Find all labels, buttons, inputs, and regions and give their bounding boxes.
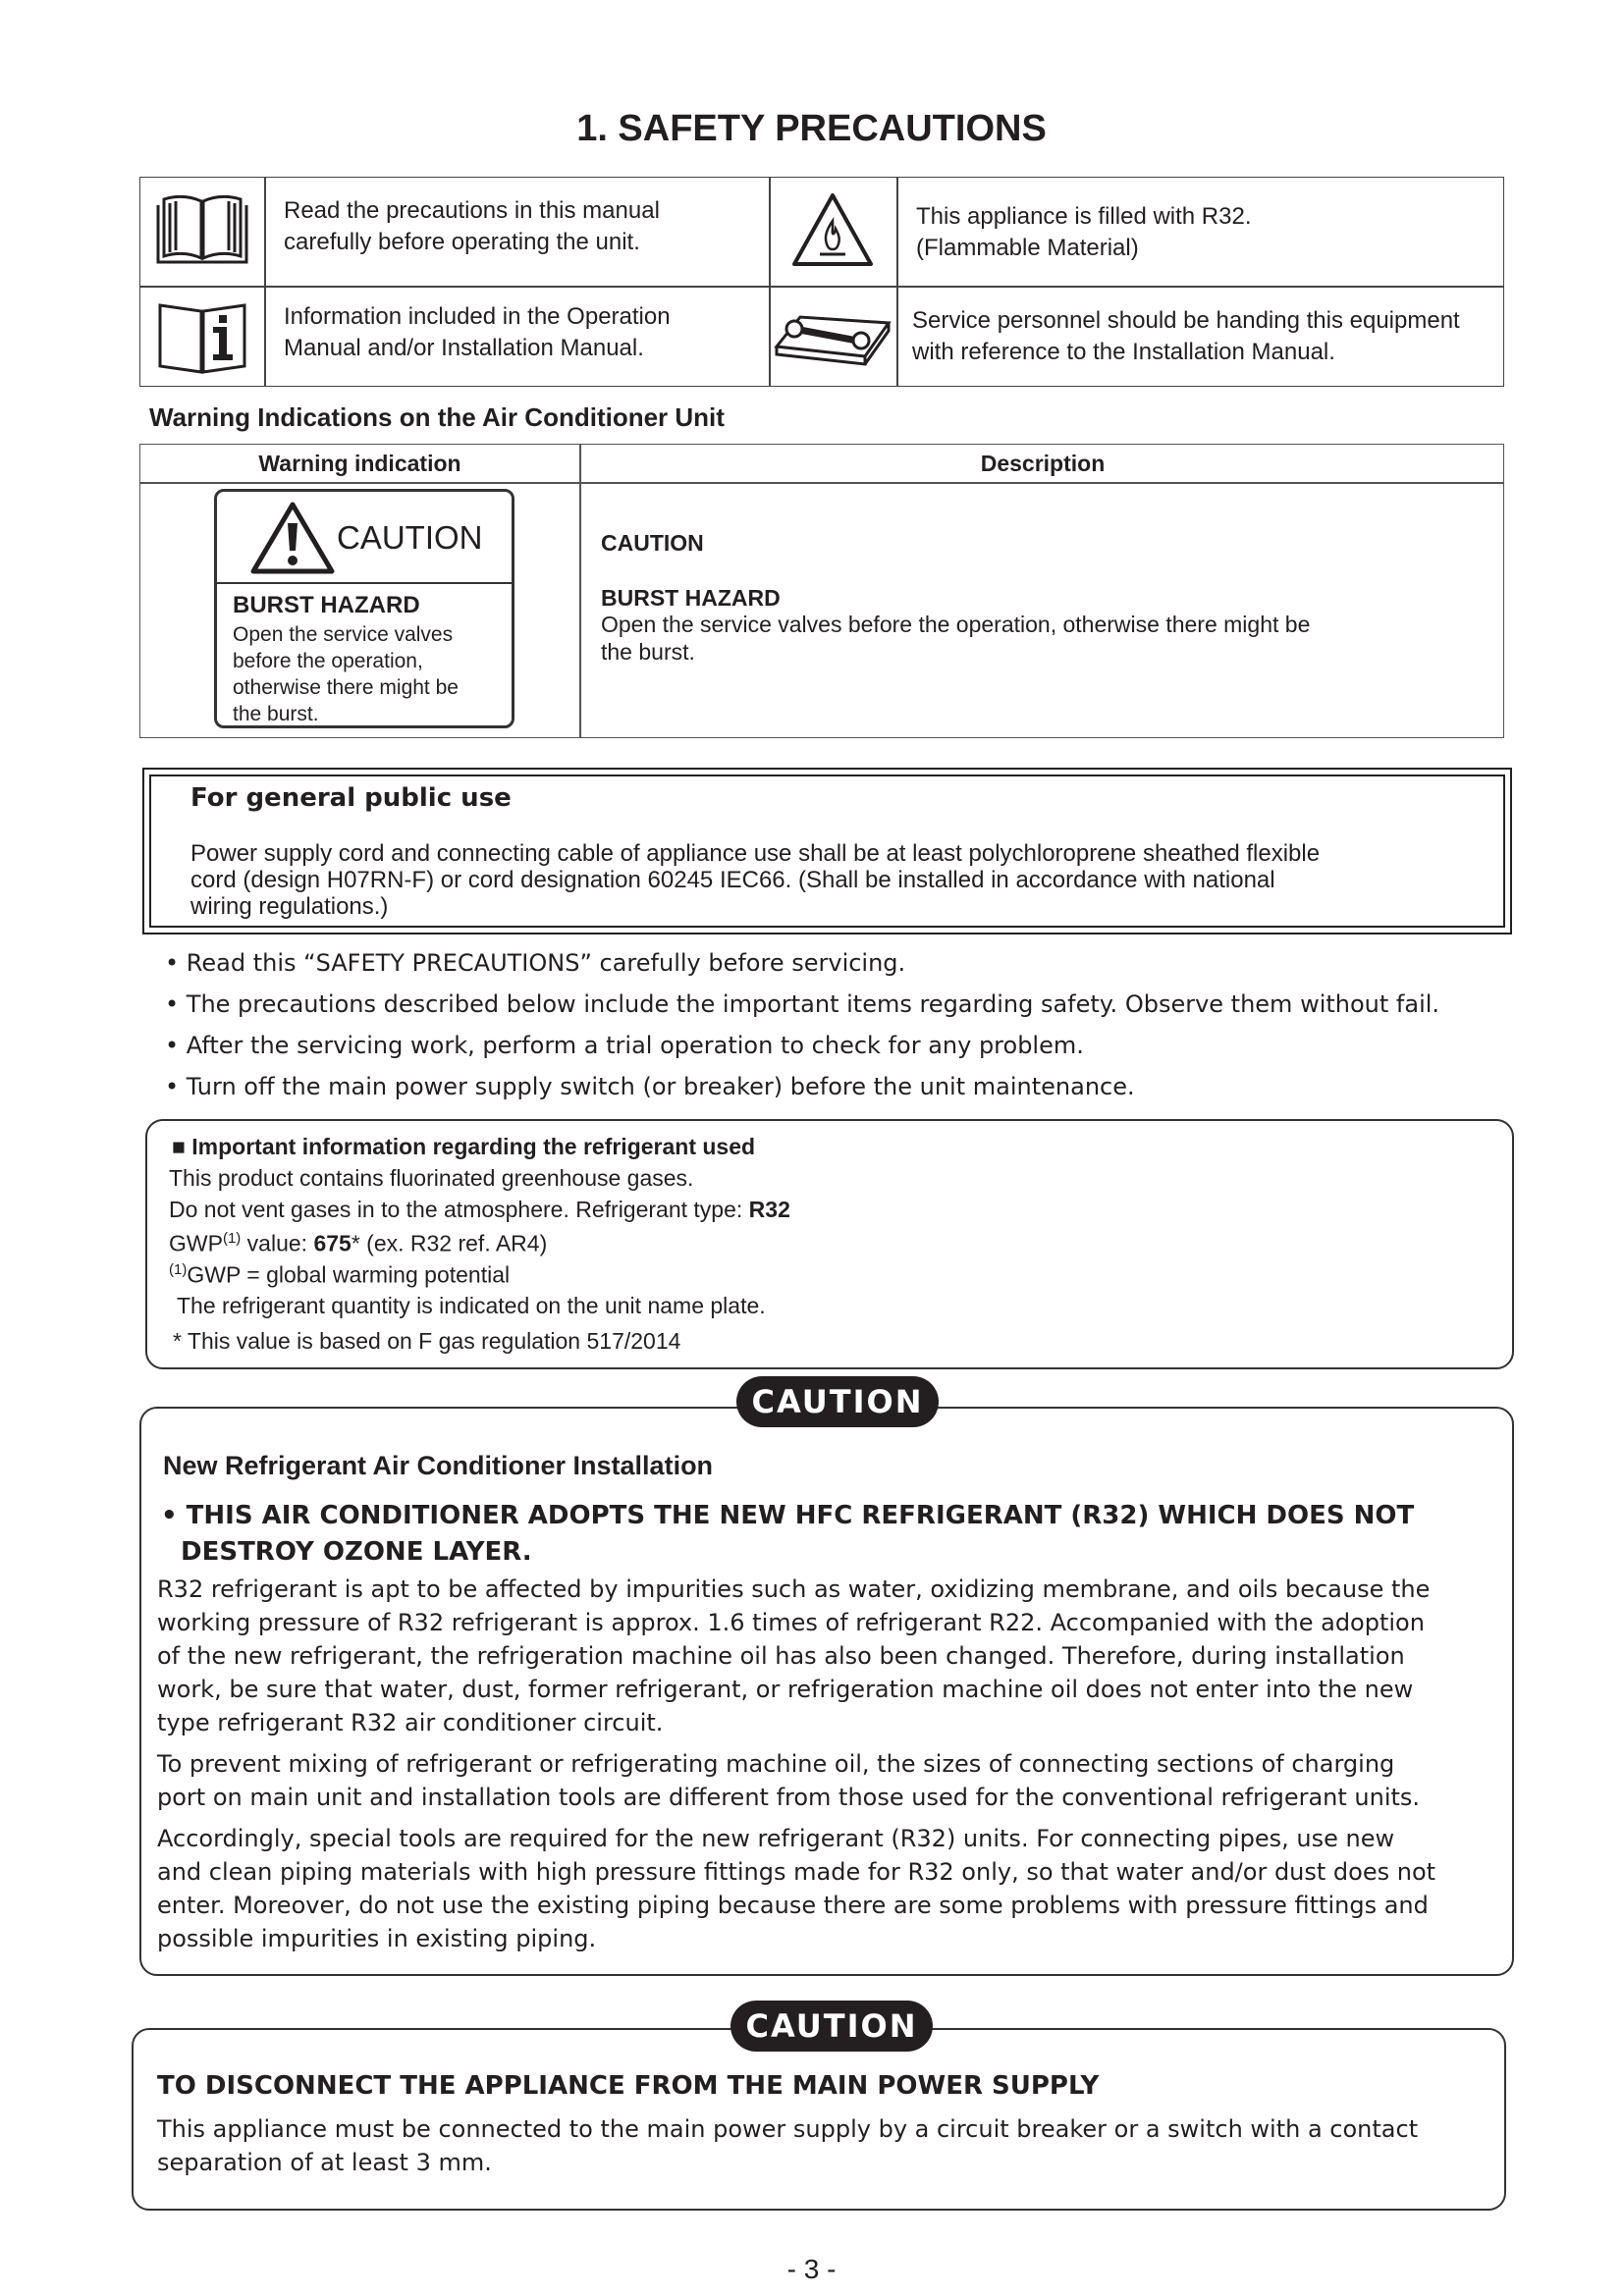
precautions-table — [139, 177, 1504, 387]
refrigerant-quantity-line: The refrigerant quantity is indicated on the unit name plate. — [177, 1293, 766, 1318]
label-line: Open the service valves — [233, 623, 454, 646]
disconnect-heading: TO DISCONNECT THE APPLIANCE FROM THE MAIN POWER SUPPLY — [157, 2071, 1100, 2101]
paragraph-line: port on main unit and installation tools are different from those used for the conventional refrigerant units. — [157, 1784, 1421, 1811]
description-line: Open the service valves before the operation, otherwise there might be — [601, 612, 1311, 637]
precaution-text-line: Read the precautions in this manual — [284, 197, 660, 224]
description-hazard: BURST HAZARD — [601, 585, 781, 611]
description-caution: CAUTION — [601, 530, 704, 556]
caution-label-title: CAUTION — [337, 519, 483, 556]
gwp-superscript: (1) — [222, 1230, 242, 1247]
precaution-text-line: This appliance is filled with R32. — [916, 203, 1252, 230]
footnote-superscript: (1) — [169, 1261, 188, 1278]
service-manual-icon — [771, 301, 894, 374]
manual-book-icon — [150, 191, 254, 272]
information-icon — [150, 297, 254, 378]
statement-line: • THIS AIR CONDITIONER ADOPTS THE NEW HFC REFRIGERANT (R32) WHICH DOES NOT — [161, 1501, 1415, 1530]
paragraph-line: type refrigerant R32 air conditioner circuit. — [157, 1709, 664, 1736]
gwp-note: * (ex. R32 ref. AR4) — [351, 1230, 548, 1256]
general-public-line: cord (design H07RN-F) or cord designation 60245 IEC66. (Shall be installed in accordance with national — [190, 867, 1275, 893]
column-header-description: Description — [980, 451, 1106, 476]
general-public-heading: For general public use — [190, 783, 512, 813]
precaution-text-line: carefully before operating the unit. — [284, 229, 640, 255]
general-public-text — [190, 840, 1320, 920]
page-number: - 3 - — [786, 2254, 837, 2284]
paragraph-line: This appliance must be connected to the main power supply by a circuit breaker or a switch with a contact — [157, 2115, 1419, 2143]
precaution-text-line: (Flammable Material) — [916, 235, 1139, 261]
new-refrigerant-heading: New Refrigerant Air Conditioner Installation — [163, 1451, 714, 1480]
label-line: otherwise there might be — [233, 676, 459, 699]
caution-label-sticker — [214, 489, 514, 728]
paragraph-line: R32 refrigerant is apt to be affected by impurities such as water, oxidizing membrane, and oils because the — [157, 1575, 1431, 1603]
precaution-text-line: Service personnel should be handing this equipment — [912, 307, 1460, 334]
list-item: • The precautions described below include the important items regarding safety. Observe them without fail. — [165, 990, 1440, 1018]
list-item: • Turn off the main power supply switch (or breaker) before the unit maintenance. — [165, 1073, 1135, 1100]
warning-indications-heading: Warning Indications on the Air Conditioner Unit — [149, 402, 725, 432]
refrigerant-paragraph-2 — [157, 1747, 1420, 1814]
precaution-text-line: Manual and/or Installation Manual. — [284, 335, 644, 361]
paragraph-line: separation of at least 3 mm. — [157, 2149, 492, 2176]
paragraph-line: of the new refrigerant, the refrigeration machine oil has also been changed. Therefore, during installation — [157, 1642, 1405, 1670]
paragraph-line: and clean piping materials with high pressure fittings made for R32 only, so that water and/or dust does not — [157, 1858, 1436, 1886]
general-public-line: wiring regulations.) — [190, 893, 389, 920]
disconnect-text — [157, 2112, 1418, 2179]
caution-badge: CAUTION — [730, 2001, 933, 2052]
precaution-text-line: Information included in the Operation — [284, 303, 671, 330]
paragraph-line: possible impurities in existing piping. — [157, 1925, 597, 1952]
regulation-note: * This value is based on F gas regulation 517/2014 — [173, 1328, 681, 1354]
label-line: the burst. — [233, 703, 319, 725]
gwp-mid: value: — [241, 1230, 314, 1256]
precaution-text-line: with reference to the Installation Manual. — [912, 339, 1335, 365]
refrigerant-paragraph-3 — [157, 1822, 1435, 1955]
description-line: the burst. — [601, 639, 695, 665]
list-item: • After the servicing work, perform a trial operation to check for any problem. — [165, 1032, 1084, 1059]
exclamation-triangle-icon — [248, 500, 337, 576]
statement-line: DESTROY OZONE LAYER. — [181, 1537, 532, 1567]
description-text — [601, 611, 1310, 666]
footnote-text: GWP = global warming potential — [187, 1261, 511, 1288]
refrigerant-info-heading: ■ Important information regarding the refrigerant used — [172, 1134, 756, 1159]
refrigerant-info-line: This product contains fluorinated greenhouse gases. — [169, 1165, 694, 1191]
paragraph-line: work, be sure that water, dust, former refrigerant, or refrigeration machine oil does not enter into the new — [157, 1676, 1414, 1703]
gwp-footnote — [169, 1253, 510, 1293]
refrigerant-type-prefix: Do not vent gases in to the atmosphere. Refrigerant type: — [169, 1197, 749, 1222]
safety-bullet-list — [165, 942, 1439, 1107]
caution-label-text — [233, 621, 459, 727]
paragraph-line: To prevent mixing of refrigerant or refrigerating machine oil, the sizes of connecting sections of charging — [157, 1750, 1395, 1778]
list-item: • Read this “SAFETY PRECAUTIONS” carefully before servicing. — [165, 949, 906, 977]
caution-badge: CAUTION — [736, 1376, 939, 1427]
refrigerant-paragraph-1 — [157, 1573, 1430, 1739]
page-title: 1. SAFETY PRECAUTIONS — [576, 108, 1047, 149]
paragraph-line: enter. Moreover, do not use the existing piping because there are some problems with pressure fittings and — [157, 1892, 1429, 1919]
label-line: before the operation, — [233, 650, 423, 672]
hfc-refrigerant-statement — [161, 1498, 1414, 1571]
general-public-line: Power supply cord and connecting cable of appliance use shall be at least polychloroprene sheathed flexible — [190, 840, 1321, 867]
caution-label-hazard: BURST HAZARD — [233, 592, 420, 618]
paragraph-line: Accordingly, special tools are required for the new refrigerant (R32) units. For connecting pipes, use new — [157, 1825, 1395, 1852]
refrigerant-type-value: R32 — [748, 1197, 790, 1222]
column-header-indication: Warning indication — [258, 451, 461, 476]
paragraph-line: working pressure of R32 refrigerant is approx. 1.6 times of refrigerant R22. Accompanied with the adoption — [157, 1609, 1425, 1636]
gwp-value: 675 — [313, 1230, 352, 1256]
gwp-label: GWP — [169, 1230, 223, 1256]
flammable-warning-icon — [788, 189, 877, 272]
